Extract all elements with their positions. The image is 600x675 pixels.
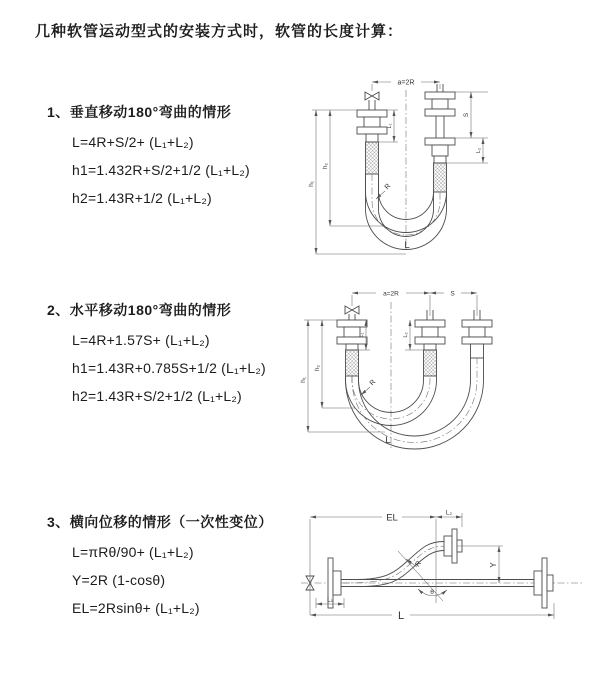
dim-label-l2: L₂ — [476, 147, 482, 154]
left-fitting — [337, 314, 367, 376]
valve-icon — [365, 92, 379, 100]
dim-label-l2: L₂ — [445, 509, 453, 517]
formula-line: L=4R+S/2+ (L₁+L₂) — [72, 134, 194, 150]
left-fitting — [357, 100, 387, 174]
dim-label-h2: h₂ — [322, 162, 329, 170]
diagram-horizontal-180 — [300, 280, 590, 460]
right-fitting — [425, 84, 455, 192]
formula-line: h2=1.43R+1/2 (L₁+L₂) — [72, 190, 212, 206]
dim-label-a2r: a=2R — [397, 79, 415, 87]
theta-angle — [398, 551, 447, 601]
dimension-a2r — [372, 80, 440, 92]
dimension-a2r — [352, 291, 477, 317]
diagram-lateral-displacement — [296, 503, 591, 648]
section-heading: 3、横向位移的情形（一次性变位） — [47, 514, 273, 530]
formula-line: L=4R+1.57S+ (L₁+L₂) — [72, 332, 210, 348]
section-heading: 1、垂直移动180°弯曲的情形 — [47, 104, 232, 120]
section-horizontal-180 — [47, 300, 266, 410]
section-heading: 2、水平移动180°弯曲的情形 — [47, 302, 232, 318]
formula-line: L=πRθ/90+ (L₁+L₂) — [72, 544, 194, 560]
dimension-l — [310, 603, 554, 622]
dim-label-r: R — [414, 560, 424, 569]
page-title: 几种软管运动型式的安装方式时，软管的长度计算： — [35, 23, 404, 40]
dim-label-theta: θ — [430, 589, 434, 596]
radius-leader — [361, 379, 377, 395]
formula-line: h1=1.43R+0.785S+1/2 (L₁+L₂) — [72, 360, 266, 376]
dim-label-s: S — [450, 290, 455, 298]
valve-icon — [345, 306, 359, 314]
section-vertical-180 — [47, 102, 250, 212]
dim-label-el: EL — [386, 512, 398, 524]
dim-label-y: Y — [489, 562, 498, 568]
dimension-y — [457, 546, 503, 583]
dim-label-a2r: a=2R — [383, 290, 399, 298]
dimension-l2 — [476, 138, 483, 163]
dim-label-l: L — [397, 610, 405, 622]
dim-label-h1: h₁ — [308, 181, 315, 187]
dim-label-r: R — [368, 378, 378, 388]
section-lateral-displacement — [47, 512, 273, 622]
dim-label-l1: L₁ — [359, 332, 365, 338]
bottom-right-flange — [534, 558, 553, 608]
dim-label-s: S — [463, 112, 470, 118]
hose-u-bends — [346, 358, 484, 449]
dim-label-l1: L₁ — [327, 596, 333, 604]
dim-label-l: L — [404, 240, 410, 251]
formula-line: h2=1.43R+S/2+1/2 (L₁+L₂) — [72, 388, 242, 404]
dim-label-l2: L₂ — [403, 332, 409, 338]
dim-label-h1: h₁ — [300, 377, 307, 383]
dim-label-r: R — [383, 182, 393, 192]
middle-fitting — [415, 310, 445, 376]
formula-line: EL=2Rsinθ+ (L₁+L₂) — [72, 600, 200, 616]
dim-label-h2: h₂ — [314, 364, 321, 372]
formula-line: h1=1.432R+S/2+1/2 (L₁+L₂) — [72, 162, 250, 178]
diagram-vertical-180 — [306, 66, 581, 264]
dim-label-l1: L₁ — [387, 123, 393, 129]
dimension-s — [430, 291, 477, 298]
right-fitting — [462, 310, 492, 358]
formula-line: Y=2R (1-cosθ) — [72, 572, 166, 588]
dimension-l2 — [436, 510, 462, 528]
dim-label-l: L — [385, 435, 391, 446]
